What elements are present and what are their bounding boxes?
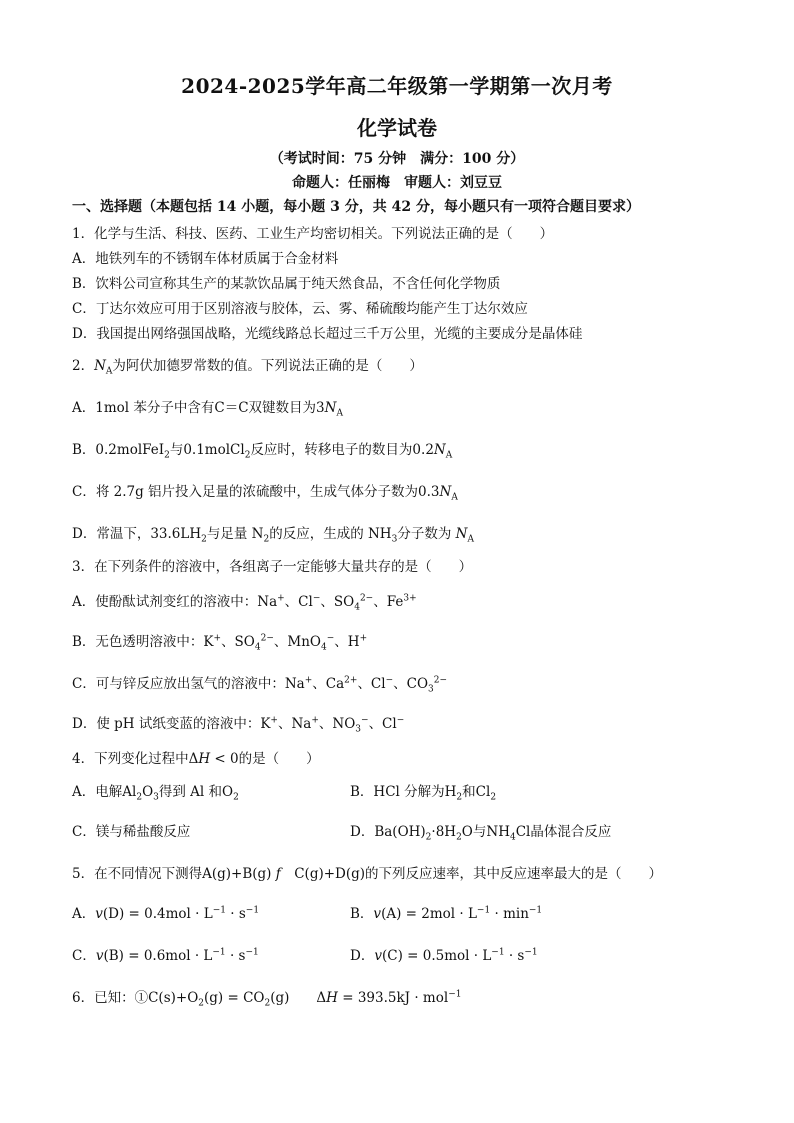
exam-subtitle: 化学试卷	[357, 116, 437, 140]
q3-option-d: D．使 pH 试纸变蓝的溶液中：K+、Na+、$NO_3^-$、Cl−	[72, 715, 405, 735]
q2-option-a: A．1mol 苯分子中含有C＝C双键数目为$3N_A$	[72, 400, 343, 419]
section-heading: 一、选择题（本题包括 14 小题，每小题 3 分，共 42 分，每小题只有一项符合题目要求）	[72, 199, 640, 215]
q2-option-b: B．0.2molFeI$_2$与0.1molCl$_2$反应时，转移电子的数目为$0.2N_A$	[72, 442, 453, 461]
q5-option-a: A．$v(D) = 0.4mol \cdot L^{-1} \cdot s^{-1}$	[72, 905, 260, 922]
q5-option-d: D．$v(C) = 0.5mol \cdot L^{-1} \cdot s^{-1}$	[350, 947, 538, 964]
q5-option-c: C．$v(B) = 0.6mol \cdot L^{-1} \cdot s^{-1}$	[72, 947, 259, 964]
q4-option-b: B．HCl 分解为$H_2$和$Cl_2$	[350, 784, 497, 803]
exam-info: （考试时间：75 分钟 满分：100 分）	[269, 151, 525, 167]
q3-stem: 3．在下列条件的溶液中，各组离子一定能够大量共存的是（ ）	[72, 559, 473, 575]
q2-option-d: D．常温下，$33.6LH_2$与足量 $N_2$的反应，生成的 $NH_3$分子数为 $N_A$	[72, 526, 474, 545]
q3-option-c: C．可与锌反应放出氢气的溶液中：Na+、$Ca^{2+}$、Cl−、$CO_3^{2-}$	[72, 675, 448, 695]
q4-option-a: A．电解$Al_2O_3$得到 Al 和$O_2$	[72, 784, 239, 803]
exam-authors: 命题人：任丽梅 审题人：刘豆豆	[292, 175, 502, 191]
q3-option-a: A．使酚酞试剂变红的溶液中：Na+、Cl−、$SO_4^{2-}$、$Fe^{3+}$	[72, 593, 417, 613]
q1-option-b: B．饮料公司宣称其生产的某款饮品属于纯天然食品，不含任何化学物质	[72, 276, 501, 292]
q1-option-a: A．地铁列车的不锈钢车体材质属于合金材料	[72, 251, 339, 267]
exam-title: 2024-2025学年高二年级第一学期第一次月考	[181, 74, 613, 98]
q4-option-c: C．镁与稀盐酸反应	[72, 824, 191, 840]
q4-option-d: D．$Ba(OH)_2\cdot 8H_2O$与$NH_4Cl$晶体混合反应	[350, 824, 612, 843]
q1-option-c: C．丁达尔效应可用于区别溶液与胶体，云、雾、稀硫酸均能产生丁达尔效应	[72, 301, 528, 317]
q1-stem: 1．化学与生活、科技、医药、工业生产均密切相关。下列说法正确的是（ ）	[72, 226, 554, 242]
q4-stem: 4．下列变化过程中ΔH < 0的是（ ）	[72, 751, 320, 767]
q3-option-b: B．无色透明溶液中：K+、$SO_4^{2-}$、MnO$_4$−、H+	[72, 633, 368, 653]
q2-option-c: C．将 2.7g 铝片投入足量的浓硫酸中，生成气体分子数为$0.3N_A$	[72, 484, 458, 503]
q2-stem: 2．$N_A$为阿伏加德罗常数的值。下列说法正确的是（ ）	[72, 358, 423, 377]
q1-option-d: D．我国提出网络强国战略，光缆线路总长超过三千万公里，光缆的主要成分是晶体硅	[72, 326, 583, 342]
q6-stem: 6．已知：$①C(s)+O_2(g) = CO_2(g)$ ΔH = 393.5kJ · mol$^{-1}$	[72, 989, 462, 1009]
q5-option-b: B．$v(A) = 2mol \cdot L^{-1} \cdot \min^{-1}$	[350, 905, 543, 922]
q5-stem: 5．在不同情况下测得A(g)+B(g) f C(g)+D(g)的下列反应速率，其中反应速率最大的是（ ）	[72, 866, 663, 882]
